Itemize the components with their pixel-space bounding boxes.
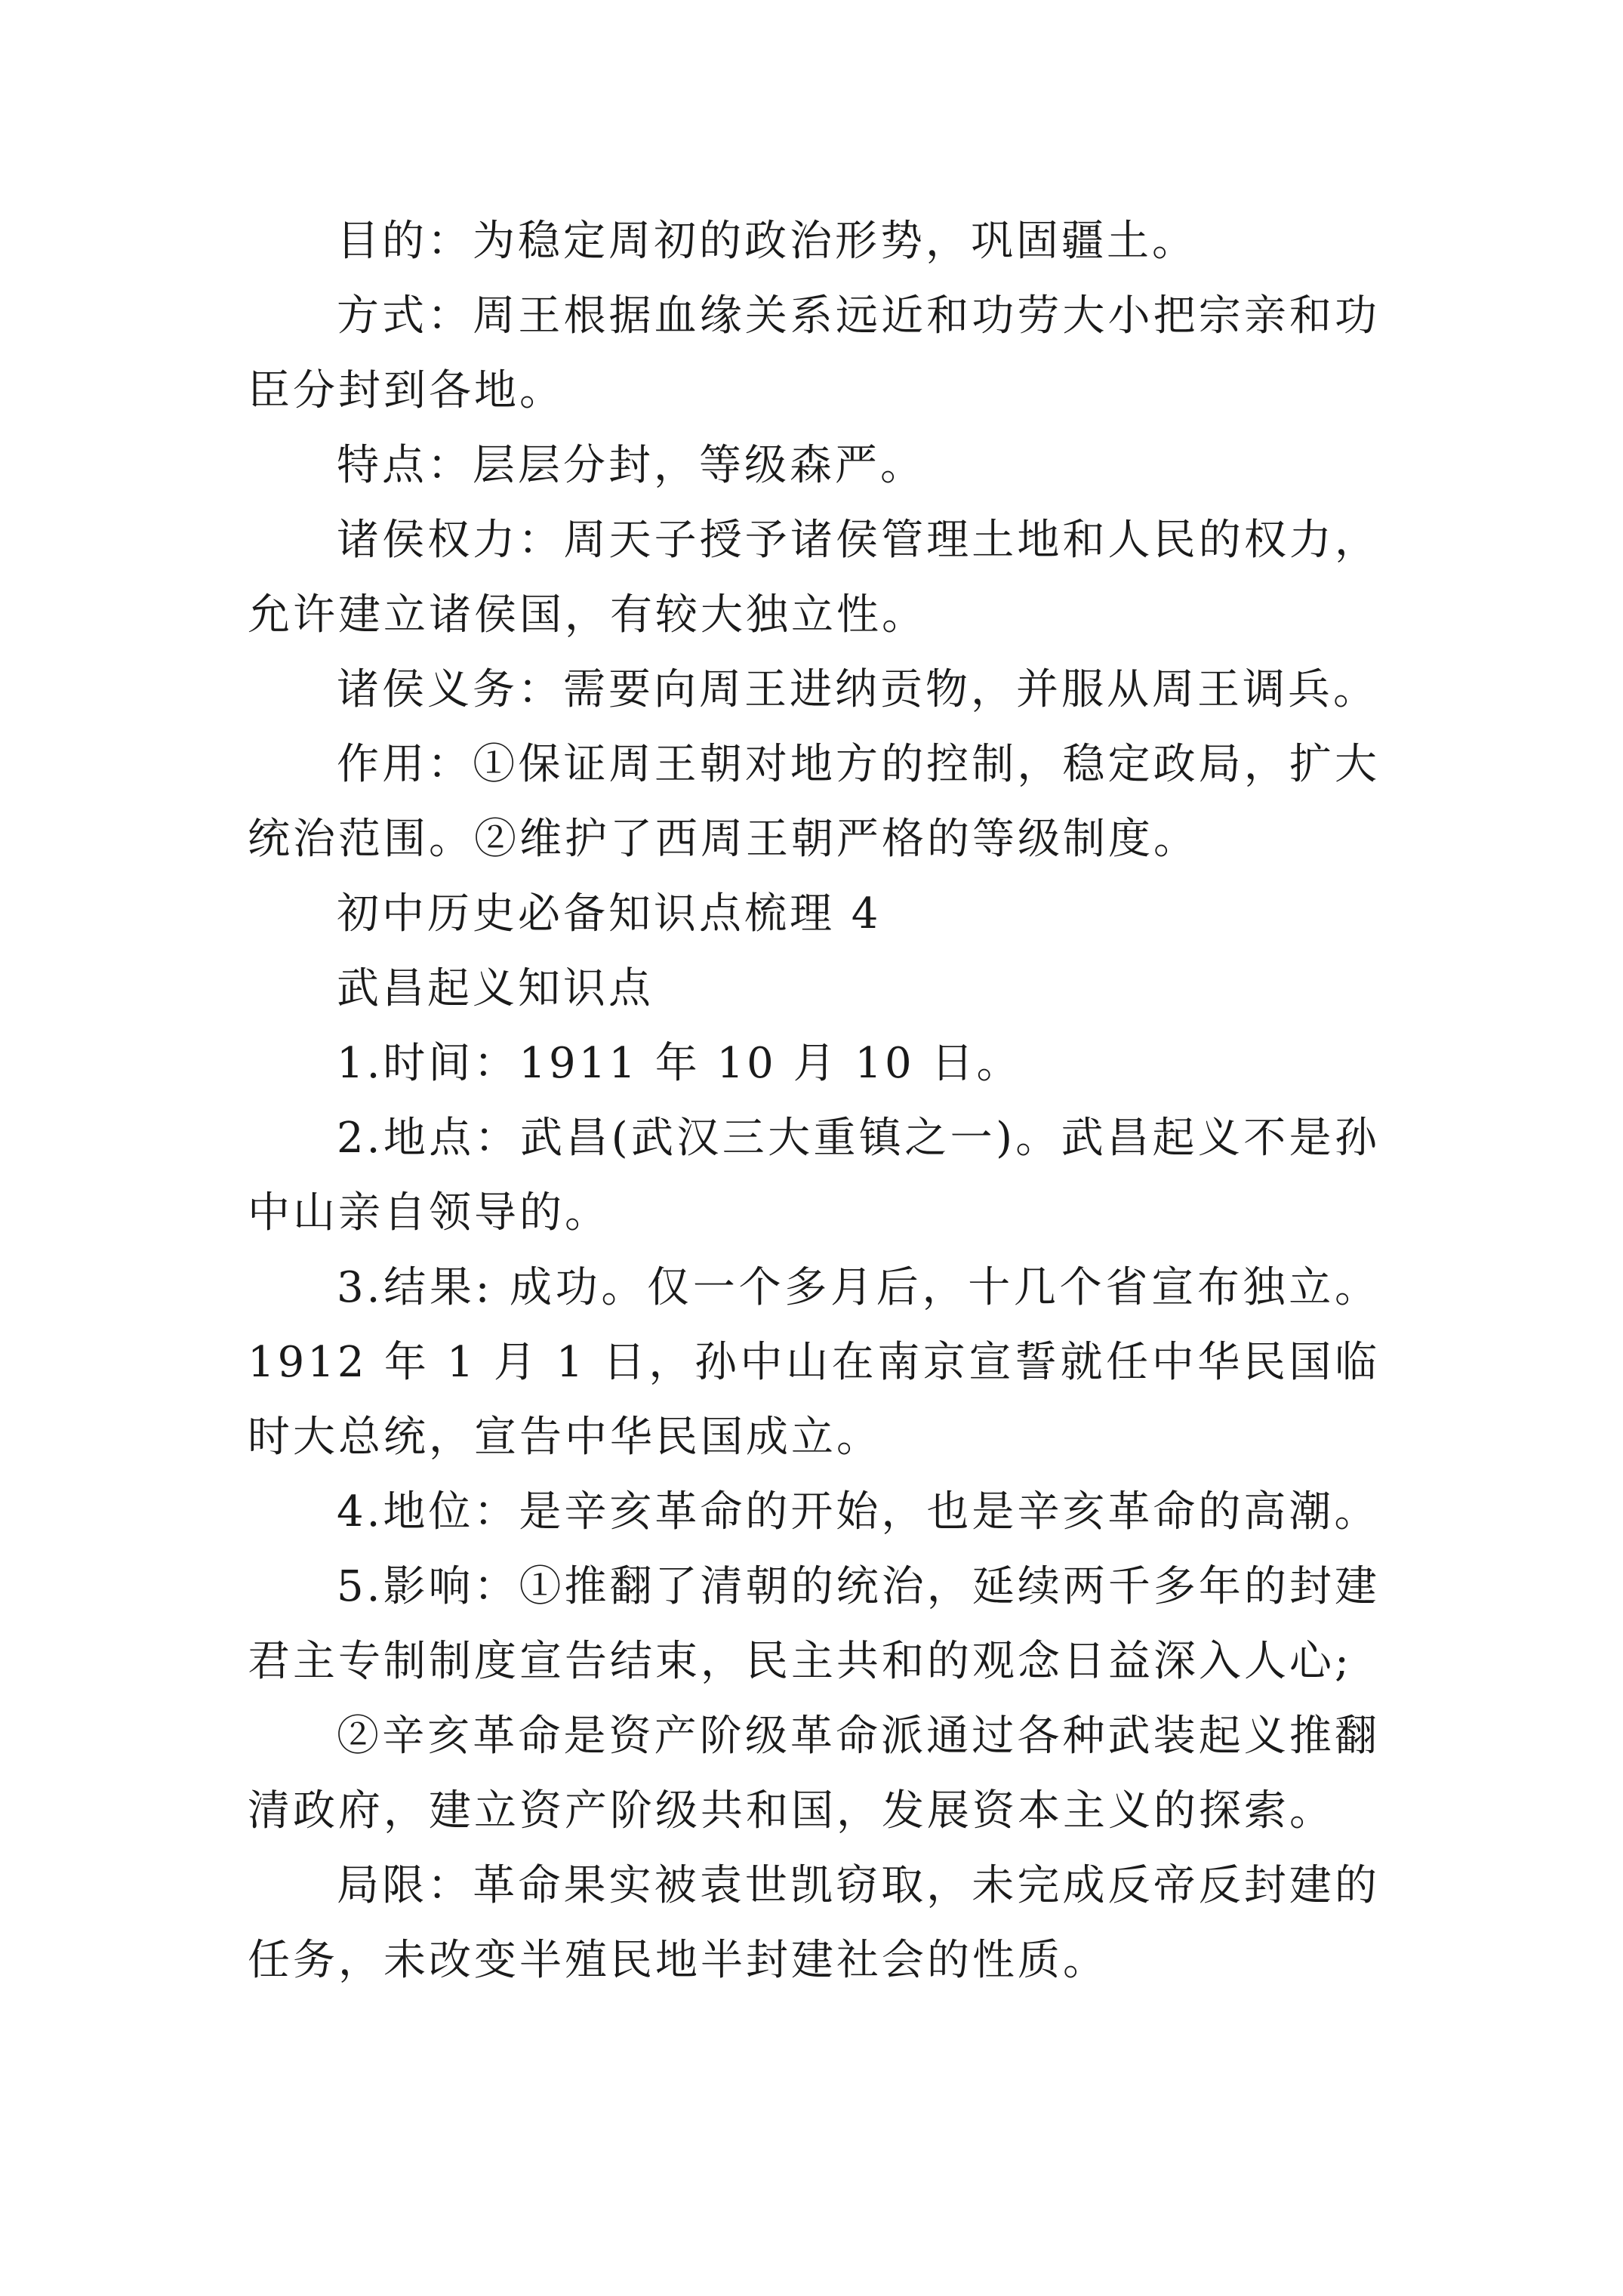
document-body	[248, 204, 1380, 1998]
item-impact: 5.影响：①推翻了清朝的统治，延续两千多年的封建君主专制制度宣告结束，民主共和的观念日益深入人心;	[248, 1562, 1380, 1686]
item-limitations: 局限：革命果实被袁世凯窃取，未完成反帝反封建的任务，未改变半殖民地半封建社会的性质。	[248, 1861, 1380, 1985]
item-result: 3.结果: 成功。仅一个多月后，十几个省宣布独立。1912 年 1 月 1 日，孙中山在南京宣誓就任中华民国临时大总统，宣告中华民国成立。	[248, 1263, 1380, 1462]
paragraph-features: 特点：层层分封，等级森严。	[337, 441, 925, 490]
subsection-heading: 武昌起义知识点	[337, 964, 654, 1013]
item-time: 1.时间：1911 年 10 月 10 日。	[337, 1039, 1022, 1088]
item-location: 2.地点：武昌(武汉三大重镇之一)。武昌起义不是孙中山亲自领导的。	[248, 1114, 1380, 1237]
item-status: 4.地位：是辛亥革命的开始，也是辛亥革命的高潮。	[337, 1487, 1380, 1536]
paragraph-effects: 作用：①保证周王朝对地方的控制，稳定政局，扩大统治范围。②维护了西周王朝严格的等级制度。	[248, 740, 1380, 864]
item-impact-2: ②辛亥革命是资产阶级革命派通过各种武装起义推翻清政府，建立资产阶级共和国，发展资本主义的探索。	[248, 1712, 1380, 1835]
paragraph-purpose: 目的：为稳定周初的政治形势，巩固疆土。	[337, 217, 1197, 266]
paragraph-vassal-duties: 诸侯义务：需要向周王进纳贡物，并服从周王调兵。	[337, 665, 1378, 714]
section-heading: 初中历史必备知识点梳理 4	[337, 889, 882, 938]
paragraph-method: 方式：周王根据血缘关系远近和功劳大小把宗亲和功臣分封到各地。	[248, 291, 1380, 415]
paragraph-vassal-powers: 诸侯权力：周天子授予诸侯管理土地和人民的权力，允许建立诸侯国，有较大独立性。	[248, 516, 1380, 639]
